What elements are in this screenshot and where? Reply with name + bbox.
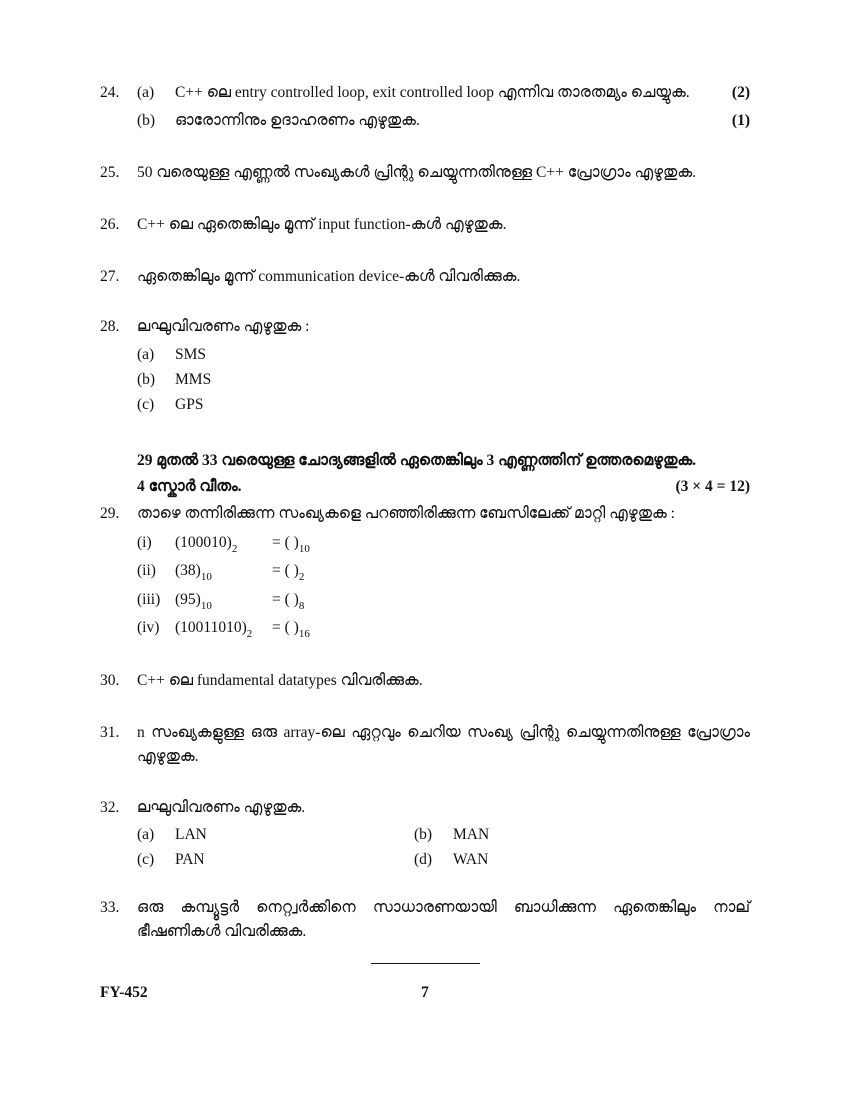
question-number: 32. (100, 799, 120, 816)
question-26 (0, 214, 850, 236)
from-base: 2 (246, 628, 253, 640)
option-label: (b) (414, 826, 433, 843)
question-number: 28. (100, 318, 120, 335)
question-number: 24. (100, 84, 120, 101)
option-row (0, 344, 850, 366)
item-label: (i) (137, 534, 152, 551)
question-number: 31. (100, 724, 120, 741)
equals: = ( ) (272, 562, 299, 579)
question-number: 29. (100, 505, 120, 522)
number-value (175, 532, 237, 560)
equals: = ( ) (272, 591, 299, 608)
conversion-item (0, 560, 850, 582)
option-text: LAN (175, 826, 207, 843)
question-text: 50 വരെയുള്ള എണ്ണൽ സംഖ്യകൾ പ്രിന്റു ചെയ്യുന്നതിനുള്ള C++ പ്രോഗ്രാം എഴുതുക. (137, 164, 696, 181)
item-label: (iii) (137, 591, 161, 608)
question-text: n സംഖ്യകളുള്ള ഒരു array-ലെ ഏറ്റവും ചെറിയ സംഖ്യ പ്രിന്റു ചെയ്യുന്നതിനുള്ള പ്രോഗ്രാം എഴുതുക. (137, 724, 750, 765)
from-base: 2 (231, 543, 238, 555)
target (272, 589, 304, 617)
section-marks: (3 × 4 = 12) (675, 478, 750, 495)
option-label: (d) (414, 851, 433, 868)
section-instruction (0, 450, 850, 472)
option-label: (c) (137, 396, 155, 413)
number-value (175, 617, 252, 645)
number-value (175, 589, 212, 617)
option-row (0, 394, 850, 416)
question-number: 26. (100, 216, 120, 233)
option-label: (c) (137, 851, 155, 868)
question-32 (0, 797, 850, 819)
number-value (175, 560, 212, 588)
question-33 (0, 896, 850, 946)
option-text: GPS (175, 396, 204, 413)
question-24b (0, 110, 850, 132)
option-row (0, 849, 850, 871)
instruction-text: 29 മുതൽ 33 വരെയുള്ള ചോദ്യങ്ങളിൽ ഏതെങ്കിലും 3 എണ്ണത്തിന് ഉത്തരമെഴുതുക. (137, 452, 697, 469)
target (272, 532, 310, 560)
from-base: 10 (200, 600, 212, 612)
question-text: ഓരോന്നിനും ഉദാഹരണം എഴുതുക. (175, 112, 420, 129)
option-text: MAN (453, 826, 490, 843)
option-text: PAN (175, 851, 205, 868)
sub-label: (b) (137, 112, 156, 129)
option-text: WAN (453, 851, 489, 868)
question-27 (0, 266, 850, 288)
option-row (0, 824, 850, 846)
question-28 (0, 316, 850, 338)
question-number: 25. (100, 164, 120, 181)
from-base: 10 (200, 571, 212, 583)
section-score (0, 476, 850, 498)
option-row (0, 369, 850, 391)
conversion-item (0, 617, 850, 639)
end-divider (371, 963, 480, 964)
value: (10011010) (175, 619, 247, 636)
to-base: 8 (298, 600, 305, 612)
question-text: C++ ലെ entry controlled loop, exit controlled loop എന്നിവ താരതമ്യം ചെയ്യുക. (175, 84, 690, 101)
value: (95) (175, 591, 201, 608)
footer (0, 982, 850, 1004)
marks: (1) (731, 112, 750, 129)
option-label: (a) (137, 826, 155, 843)
question-number: 33. (100, 899, 120, 916)
value: (38) (175, 562, 201, 579)
question-text: ഏതെങ്കിലും മൂന്ന് communication device-കൾ വിവരിക്കുക. (137, 268, 521, 285)
question-25 (0, 162, 850, 184)
equals: = ( ) (272, 619, 299, 636)
question-text: ലഘുവിവരണം എഴുതുക. (137, 799, 306, 816)
sub-label: (a) (137, 84, 155, 101)
question-31 (0, 721, 850, 771)
question-30 (0, 670, 850, 692)
question-29 (0, 503, 850, 525)
conversion-item (0, 532, 850, 554)
score-text: 4 സ്കോർ വീതം. (137, 478, 242, 495)
to-base: 16 (298, 628, 310, 640)
paper-code: FY-452 (100, 984, 148, 1001)
target (272, 617, 310, 645)
question-text: ലഘുവിവരണം എഴുതുക : (137, 318, 310, 335)
option-text: SMS (175, 346, 207, 363)
item-label: (ii) (137, 562, 156, 579)
question-24a (0, 82, 850, 104)
marks: (2) (731, 84, 750, 101)
question-text: താഴെ തന്നിരിക്കുന്ന സംഖ്യകളെ പറഞ്ഞിരിക്കുന്ന ബേസിലേക്ക് മാറ്റി എഴുതുക : (137, 505, 675, 522)
question-text: C++ ലെ ഏതെങ്കിലും മൂന്ന് input function-കൾ എഴുതുക. (137, 216, 507, 233)
question-number: 30. (100, 672, 120, 689)
option-label: (b) (137, 371, 156, 388)
value: (100010) (175, 534, 232, 551)
target (272, 560, 304, 588)
equals: = ( ) (272, 534, 299, 551)
item-label: (iv) (137, 619, 160, 636)
option-text: MMS (175, 371, 212, 388)
page-number: 7 (421, 984, 429, 1001)
to-base: 2 (298, 571, 305, 583)
to-base: 10 (298, 543, 310, 555)
question-number: 27. (100, 268, 120, 285)
conversion-item (0, 589, 850, 611)
option-label: (a) (137, 346, 155, 363)
question-text: ഒരു കമ്പ്യൂട്ടർ നെറ്റ്വർക്കിനെ സാധാരണയായി ബാധിക്കുന്ന ഏതെങ്കിലും നാല് ഭീഷണികൾ വിവരിക്കുക. (137, 899, 750, 940)
question-text: C++ ലെ fundamental datatypes വിവരിക്കുക. (137, 672, 423, 689)
